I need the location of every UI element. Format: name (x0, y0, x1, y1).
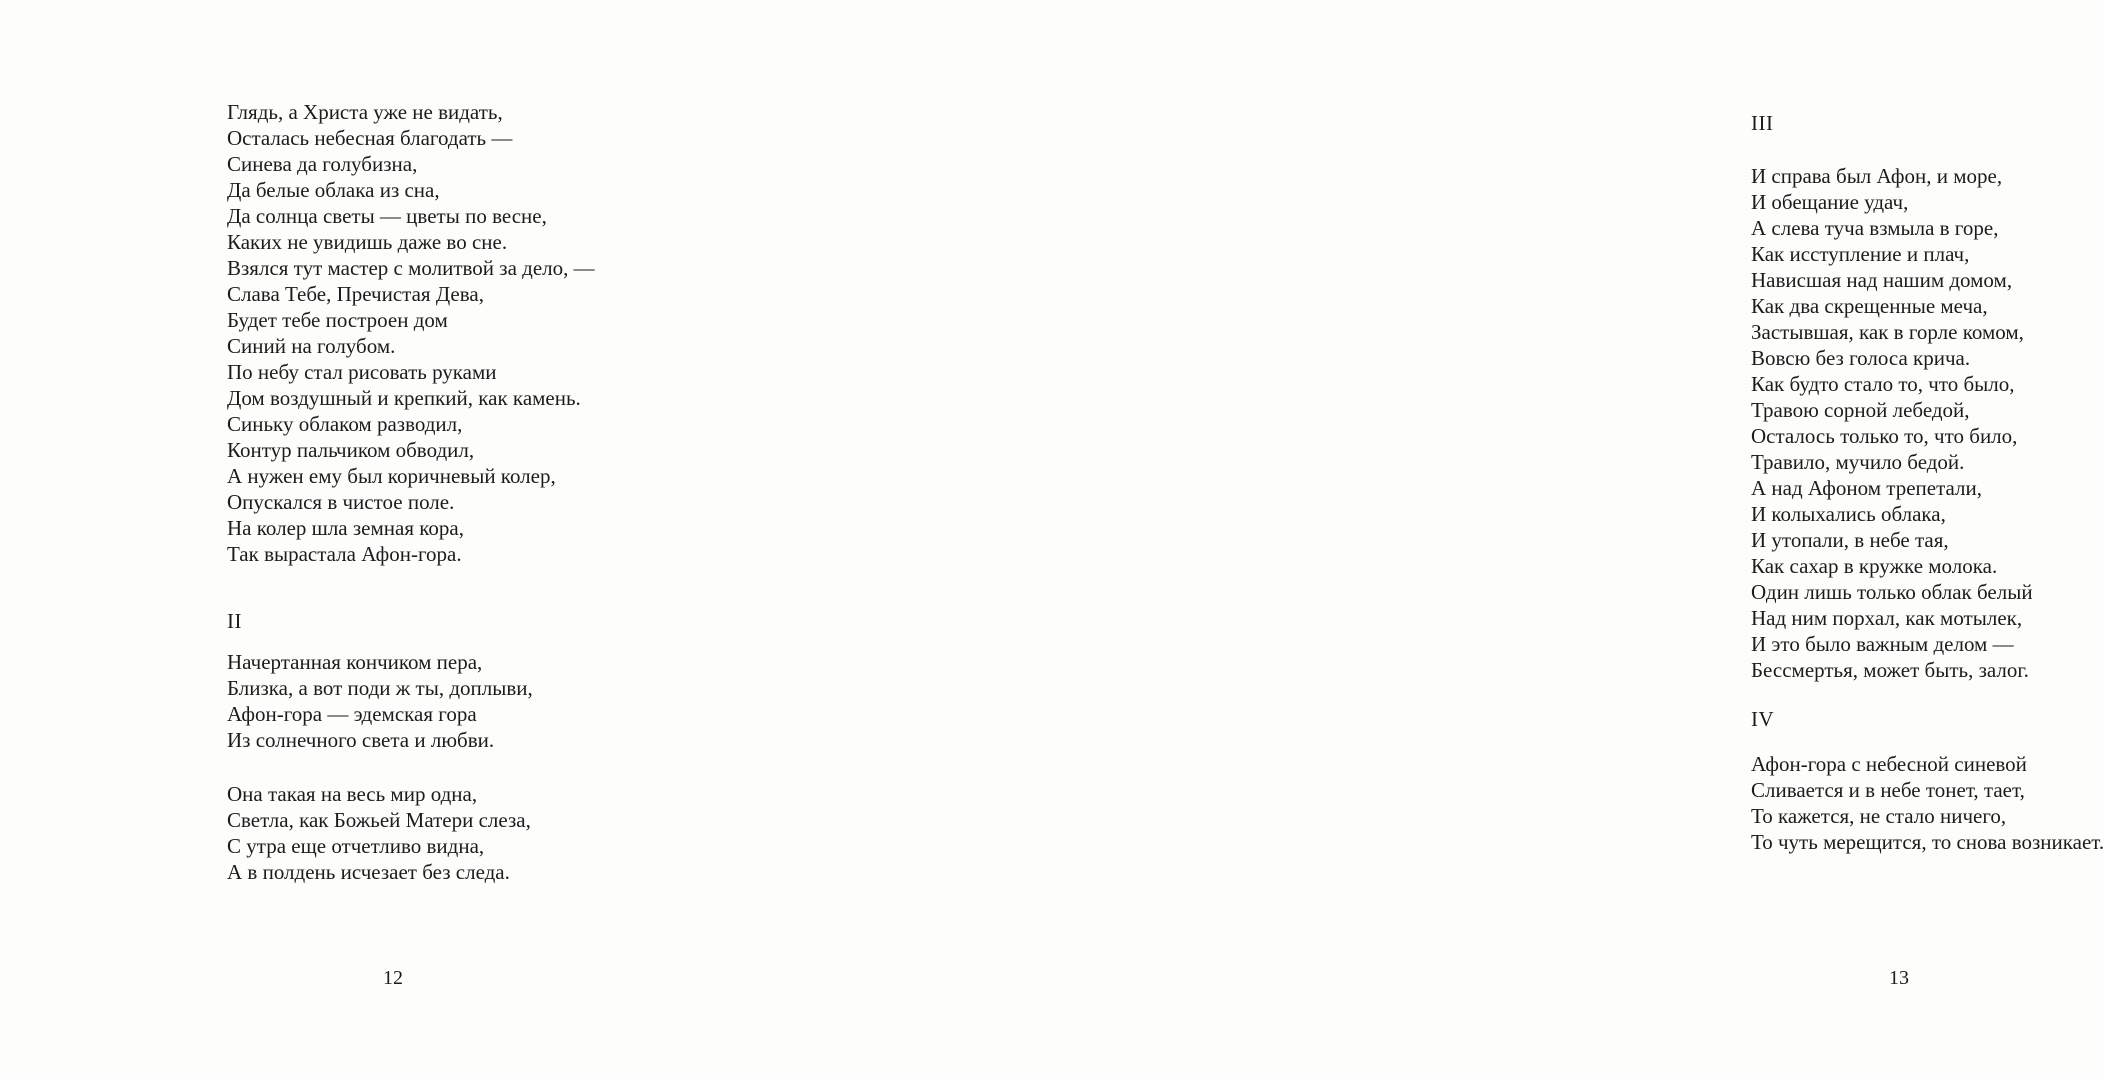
stanza-ii-2 (227, 781, 595, 885)
poem-line: Как два скрещенные меча, (1751, 294, 1988, 318)
poem-line: Синьку облаком разводил, (227, 412, 463, 436)
poem-line: А над Афоном трепетали, (1751, 476, 1982, 500)
poem-line: Контур пальчиком обводил, (227, 438, 475, 462)
poem-line: И это было важным делом — (1751, 632, 2014, 656)
poem-line: Вовсю без голоса крича. (1751, 346, 1971, 370)
poem-line: Близка, а вот поди ж ты, доплыви, (227, 676, 533, 700)
poem-line: Опускался в чистое поле. (227, 490, 455, 514)
stanza-iii (1751, 163, 2104, 683)
poem-line: На колер шла земная кора, (227, 516, 464, 540)
poem-line: Осталось только то, что било, (1751, 424, 2018, 448)
poem-line: Один лишь только облак белый (1751, 580, 2033, 604)
poem-line: Начертанная кончиком пера, (227, 650, 483, 674)
poem-line: Слава Тебе, Пречистая Дева, (227, 282, 484, 306)
section-heading-ii: II (227, 609, 242, 633)
poem-line: Как сахар в кружке молока. (1751, 554, 1998, 578)
poem-line: По небу стал рисовать руками (227, 360, 497, 384)
stanza-continuation (227, 99, 595, 567)
poem-line: Нависшая над нашим домом, (1751, 268, 2013, 292)
poem-line: И обещание удач, (1751, 190, 1909, 214)
poem-line: То кажется, не стало ничего, (1751, 804, 2007, 828)
poem-line: Застывшая, как в горле комом, (1751, 320, 2024, 344)
poem-line: Осталась небесная благодать — (227, 126, 513, 150)
section-heading-iii: III (1751, 111, 1774, 135)
poem-line: То чуть мерещится, то снова возникает. (1751, 830, 2104, 854)
poem-line: Так вырастала Афон-гора. (227, 542, 462, 566)
poem-line: Травою сорной лебедой, (1751, 398, 1970, 422)
poem-line: Глядь, а Христа уже не видать, (227, 100, 503, 124)
poem-line: Каких не увидишь даже во сне. (227, 230, 508, 254)
poem-line: Травило, мучило бедой. (1751, 450, 1965, 474)
stanza-ii-1 (227, 649, 595, 753)
section-heading-iv: IV (1751, 707, 1775, 731)
poem-line: Из солнечного света и любви. (227, 728, 495, 752)
poem-line: Афон-гора — эдемская гора (227, 702, 477, 726)
poem-line: Афон-гора с небесной синевой (1751, 752, 2027, 776)
poem-column-right (1751, 110, 2104, 855)
poem-line: Над ним порхал, как мотылек, (1751, 606, 2023, 630)
page-number-left: 12 (383, 967, 403, 989)
page-number-right: 13 (1889, 967, 1909, 989)
poem-line: Будет тебе построен дом (227, 308, 448, 332)
poem-line: И справа был Афон, и море, (1751, 164, 2003, 188)
poem-line: Светла, как Божьей Матери слеза, (227, 808, 531, 832)
poem-line: И колыхались облака, (1751, 502, 1946, 526)
poem-line: Да солнца светы — цветы по весне, (227, 204, 547, 228)
poem-line: И утопали, в небе тая, (1751, 528, 1949, 552)
stanza-iv (1751, 751, 2104, 855)
poem-line: А нужен ему был коричневый колер, (227, 464, 556, 488)
poem-line: А в полдень исчезает без следа. (227, 860, 510, 884)
page-right (766, 0, 2104, 1080)
poem-line: Как будто стало то, что было, (1751, 372, 2015, 396)
poem-line: Взялся тут мастер с молитвой за дело, — (227, 256, 595, 280)
poem-column-left (227, 99, 595, 885)
poem-line: Да белые облака из сна, (227, 178, 440, 202)
poem-line: Она такая на весь мир одна, (227, 782, 478, 806)
poem-line: Синева да голубизна, (227, 152, 418, 176)
poem-line: Сливается и в небе тонет, тает, (1751, 778, 2025, 802)
poem-line: Дом воздушный и крепкий, как камень. (227, 386, 581, 410)
poem-line: Синий на голубом. (227, 334, 396, 358)
poem-line: А слева туча взмыла в горе, (1751, 216, 1999, 240)
page-left (0, 0, 766, 1080)
poem-line: С утра еще отчетливо видна, (227, 834, 485, 858)
poem-line: Как исступление и плач, (1751, 242, 1970, 266)
poem-line: Бессмертья, может быть, залог. (1751, 658, 2029, 682)
